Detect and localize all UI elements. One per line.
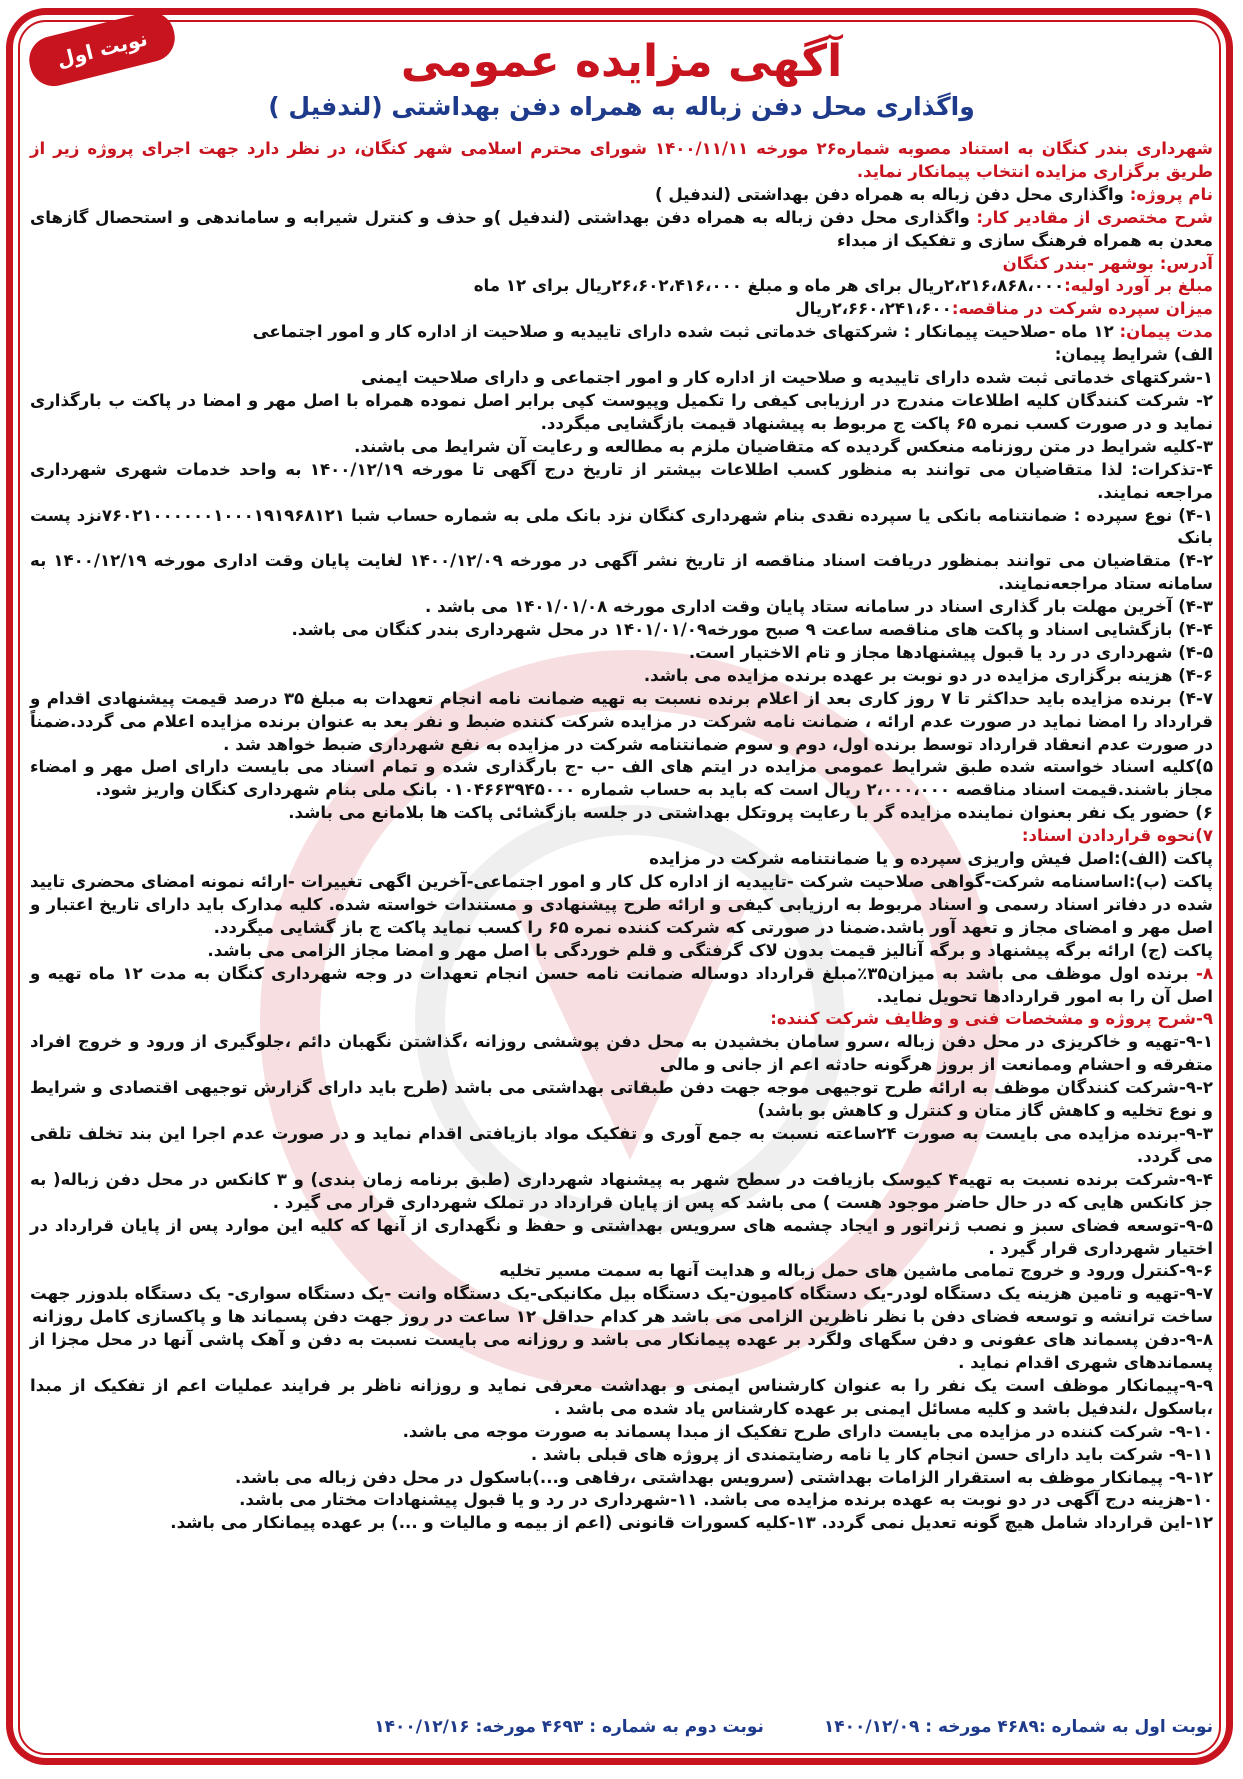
conditions-heading: الف) شرایط پیمان: (1054, 345, 1213, 365)
estimate-value: ۲،۲۱۶،۸۶۸،۰۰۰ریال برای هر ماه و مبلغ ۲۶،۶۰۲،۴۱۶،۰۰۰ریال برای ۱۲ ماه (473, 276, 1065, 296)
list-item: ۹-۵-توسعه فضای سبز و نصب ژنراتور و ایجاد چشمه های سرویس بهداشتی و حفظ و نگهداری از آنها که کلیه این موارد پس از پایان قرارداد در اختیار شهرداری قرار گیرد . (30, 1215, 1213, 1258)
project-desc-value: واگذاری محل دفن زباله به همراه دفن بهداشتی (لندفیل )و حذف و کنترل شیرابه و ساماندهی و استحصال گازهای معدن به همراه فرهنگ سازی و تفکیک از مبداء (30, 207, 1213, 250)
list-item: ۹-۲-شرکت کنندگان موظف به ارائه طرح توجیهی موجه جهت دفن طبقاتی بهداشتی می باشد (طرح باید دارای گزارش توجیهی اقتصادی و شرایط و نوع تخلیه و کاهش گاز متان و کنترل و کاهش بو باشد) (30, 1078, 1213, 1121)
footer-first-round: نوبت اول به شماره :۴۶۸۹ مورخه : ۱۴۰۰/۱۲/۰۹ (823, 1717, 1213, 1737)
list-item: ۵)کلیه اسناد خواسته شده طبق شرایط عمومی مزایده در ایتم های الف -ب -ج بارگذاری شده و تمام اسناد می بایست دارای اصل مهر و امضاء مجاز باشند.قیمت اسناد مناقصه ۲،۰۰۰،۰۰۰ ریال است که باید به حساب شماره ۰۱۰۴۶۶۳۹۴۵۰۰۰ بانک ملی بنام شهرداری کنگان واریز شود. (30, 757, 1213, 800)
badge-label: نوبت اول (54, 26, 150, 72)
list-item: پاکت (الف):اصل فیش واریزی سپرده و یا ضمانتنامه شرکت در مزایده (649, 849, 1213, 869)
list-item: ۹-۱۲- پیمانکار موظف به استقرار الزامات بهداشتی (سرویس بهداشتی ،رفاهی و...)باسکول در محل دفن زباله می باشد. (234, 1467, 1213, 1487)
closing-line: ۱۰-هزینه درج آگهی در دو نوبت به عهده برنده مزایده می باشد. ۱۱-شهرداری در رد و یا قبول پیشنهادات مختار می باشد. (239, 1490, 1213, 1510)
list-item: ۹-۱۱- شرکت باید دارای حسن انجام کار یا نامه رضایتمندی از پروژه های قبلی باشد . (530, 1444, 1213, 1464)
list-item: ۴-۲) متقاضیان می توانند بمنظور دریافت اسناد مناقصه از تاریخ نشر آگهی در مورخه ۱۴۰۰/۱۲/۰۹ لغایت پایان وقت اداری مورخه ۱۴۰۰/۱۲/۱۹ به سامانه ستاد مراجعه‌نمایند. (30, 551, 1213, 594)
estimate-line (30, 275, 1213, 298)
notice-subtitle: واگذاری محل دفن زباله به همراه دفن بهداشتی (لندفیل ) (268, 92, 975, 121)
list-item: ۴-۷) برنده مزایده باید حداکثر تا ۷ روز کاری بعد از اعلام برنده نسبت به تهیه ضمانت نامه انجام تعهدات به مبلغ ۳۵ درصد قیمت پیشنهادی اقدام و قرارداد را امضا نماید در صورت عدم ارائه ، ضمانت نامه شرکت در مزایده شرکت کننده ضبط و نفر بعد به عنوان برنده مزایده اعلام می گردد.ضمناً در صورت عدم انعقاد قرارداد توسط برنده اول، دوم و سوم ضمانتنامه شرکت در مزایده به نفع شهرداری ضبط خواهد شد . (30, 688, 1214, 754)
list-item: پاکت (ب):اساسنامه شرکت-گواهی صلاحیت شرکت -تاییدیه از اداره کل کار و امور اجتماعی-آخرین اگهی تغییرات -ارائه نمونه امضای محضری تایید شده در دفاتر اسناد رسمی و اسناد مربوط به ارزیابی کیفی و ارائه طرح پیشنهادی و مستندات خواسته شده. کلیه مدارک باید دارای تاریخ اعتبار و اصل مهر و امضای مجاز و تعهد آور باشد.ضمنا در صورتی که شرکت کننده نمره ۶۵ را کسب نماید پاکت ج باز گشایی میگردد. (30, 872, 1213, 937)
item8-text: برنده اول موظف می باشد به میزان۳۵٪مبلغ قرارداد دوساله ضمانت نامه حسن انجام تعهدات در وجه شهرداری کنگان به مدت ۱۲ ماه تهیه و اصل آن را به امور قراردادها تحویل نماید. (30, 963, 1213, 1006)
list-item: ۴-۵) شهرداری در رد یا قبول پیشنهادها مجاز و تام الاختیار است. (688, 642, 1213, 662)
list-item: ۴-۱) نوع سپرده : ضمانتنامه بانکی یا سپرده نقدی بنام شهرداری کنگان نزد بانک ملی به شماره حساب شبا ۷۶۰۲۱۰۰۰۰۰۰۱۰۰۰۱۹۱۹۶۸۱۲۱نزد پست بانک (30, 505, 1213, 548)
project-name-label: نام پروژه: (1129, 184, 1213, 204)
list-item: ۴-۶) هزینه برگزاری مزایده در دو نوبت بر عهده برنده مزایده می باشد. (643, 665, 1213, 685)
project-name-line (30, 184, 1213, 207)
list-item: ۹-۳-برنده مزایده می بایست به صورت ۲۴ساعته نسبت به جمع آوری و تفکیک مواد بازیافتی اقدام نماید و در صورت عدم اجرا این بند تخلف تلقی می گردد. (30, 1123, 1213, 1166)
list-item: ۹-۱۰- شرکت کننده در مزایده می بایست دارای طرح تفکیک از مبدا پسماند به صورت موجه می باشد. (402, 1421, 1213, 1441)
list-item: پاکت (ج) ارائه برگه پیشنهاد و برگه آنالیز قیمت بدون لاک گرفتگی و قلم خوردگی با اصل مهر و امضا مجاز الزامی می باشد. (207, 940, 1213, 960)
item8-line (30, 963, 1213, 1009)
deposit-label: میزان سپرده شرکت در مناقصه: (951, 299, 1213, 319)
list-item: ۹-۹-پیمانکار موظف است یک نفر را به عنوان کارشناس ایمنی و بهداشت معرفی نماید و روزانه ناظر بر فرایند عملیات اعم از تفکیک از مبدا ،باسکول ،لندفیل باشد و کلیه مسائل ایمنی بر عهده کارشناس یاد شده می باشد . (30, 1375, 1213, 1418)
project-desc-label: شرح مختصری از مقادیر کار: (976, 207, 1213, 227)
address-line: آدرس: بوشهر -بندر کنگان (1002, 253, 1213, 273)
list-item: ۳-کلیه شرایط در متن روزنامه منعکس گردیده که متقاضیان ملزم به مطالعه و رعایت آن شرایط می باشند. (354, 436, 1213, 456)
publication-footer (30, 1717, 1213, 1737)
duration-value: ۱۲ ماه -صلاحیت پیمانکار : شرکتهای خدماتی ثبت شده دارای تاییدیه و صلاحیت از اداره کار و امور اجتماعی (252, 322, 1120, 342)
list-item: ۱-شرکتهای خدماتی ثبت شده دارای تاییدیه و صلاحیت از اداره کار و امور اجتماعی و دارای صلاحیت ایمنی (361, 368, 1213, 388)
list-item: ۹-۶-کنترل ورود و خروج تمامی ماشین های حمل زباله و هدایت آنها به سمت مسیر تخلیه (499, 1261, 1213, 1281)
list-item: ۴-۴) بازگشایی اسناد و پاکت های مناقصه ساعت ۹ صبح مورخه۱۴۰۱/۰۱/۰۹ در محل شهرداری بندر کنگان می باشد. (291, 620, 1213, 640)
project-desc-line (30, 207, 1213, 253)
notice-body (30, 138, 1213, 1535)
item8-prefix: ۸- (1195, 963, 1214, 983)
notice-content (30, 30, 1213, 1749)
section7-heading: ۷)نحوه قراردادن اسناد: (1021, 826, 1213, 846)
list-item: ۹-۸-دفن پسماند های عفونی و دفن سگهای ولگرد بر عهده پیمانکار می باشد و روزانه می بایست نسبت به دفن و آهک پاشی آنها در محل مجزا از پسماندهای شهری اقدام نماید . (30, 1330, 1213, 1373)
duration-line (30, 321, 1213, 344)
notice-title: آگهی مزایده عمومی (400, 36, 843, 87)
deposit-line (30, 298, 1213, 321)
list-item: ۶) حضور یک نفر بعنوان نماینده مزایده گر با رعایت پروتکل بهداشتی در جلسه بازگشائی پاکت ها بلامانع می باشد. (288, 803, 1213, 823)
estimate-label: مبلغ بر آورد اولیه: (1064, 276, 1213, 296)
list-item: ۲- شرکت کنندگان کلیه اطلاعات مندرج در ارزیابی کیفی را تکمیل وپیوست کپی برابر اصل نموده همراه با اصل مهر و امضا در پاکت ب بارگذاری نماید و در صورت کسب نمره ۶۵ پاکت ج مربوط به پیشنهاد قیمت بازگشایی میگردد. (30, 390, 1213, 433)
intro-paragraph: شهرداری بندر کنگان به استناد مصوبه شماره۲۶ مورخه ۱۴۰۰/۱۱/۱۱ شورای محترم اسلامی شهر کنگان، در نظر دارد جهت اجرای پروژه زیر از طریق برگزاری مزایده انتخاب پیمانکار نماید. (30, 139, 1213, 181)
closing-line: ۱۲-این قرارداد شامل هیچ گونه تعدیل نمی گردد. ۱۳-کلیه کسورات قانونی (اعم از بیمه و مالیات و ...) بر عهده پیمانکار می باشد. (170, 1513, 1213, 1533)
project-name-value: واگذاری محل دفن زباله به همراه دفن بهداشتی (لندفیل ) (655, 184, 1130, 204)
deposit-value: ۲،۶۶۰،۲۴۱،۶۰۰ریال (795, 299, 952, 319)
list-item: ۴-۳) آخرین مهلت بار گذاری اسناد در سامانه ستاد پایان وقت اداری مورخه ۱۴۰۱/۰۱/۰۸ می باشد . (425, 597, 1213, 617)
section9-heading: ۹-شرح پروژه و مشخصات فنی و وظایف شرکت کننده: (770, 1009, 1213, 1029)
list-item: ۹-۱-تهیه و خاکریزی در محل دفن زباله ،سرو سامان بخشیدن به محل دفن پوششی روزانه ،گذاشتن نگهبان دائم ،جلوگیری از ورود و خروج افراد متفرقه و احشام وممانعت از بروز هرگونه حادثه اعم از جانی و مالی (30, 1032, 1213, 1075)
list-item: ۹-۴-شرکت برنده نسبت به تهیه۴ کیوسک بازیافت در سطح شهر به پیشنهاد شهرداری (طبق برنامه زمان بندی) و ۳ کانکس در محل دفن زباله( به جز کانکس هایی که در حال حاضر موجود هست ) می باشد که پس از پایان قرارداد در تملک شهرداری قرار می گیرد . (30, 1169, 1213, 1212)
list-item: ۹-۷-تهیه و تامین هزینه یک دستگاه لودر-یک دستگاه کامیون-یک دستگاه بیل مکانیکی-یک دستگاه وانت -یک دستگاه سواری- یک دستگاه بلدوزر جهت ساخت ترانشه و توسعه فضای دفن با نظر ناظرین الزامی می باشد هر کدام حداقل ۱۲ ساعت در روز جهت دفن پسماند ها و پاکسازی کامل روزانه (30, 1284, 1213, 1327)
footer-second-round: نوبت دوم به شماره : ۴۶۹۳ مورخه: ۱۴۰۰/۱۲/۱۶ (374, 1717, 764, 1737)
duration-label: مدت پیمان: (1119, 322, 1213, 342)
list-item: ۴-تذکرات: لذا متقاضیان می توانند به منظور کسب اطلاعات بیشتر از تاریخ درج آگهی تا مورخه ۱۴۰۰/۱۲/۱۹ به واحد خدمات شهری شهرداری مراجعه نمایند. (30, 459, 1213, 502)
